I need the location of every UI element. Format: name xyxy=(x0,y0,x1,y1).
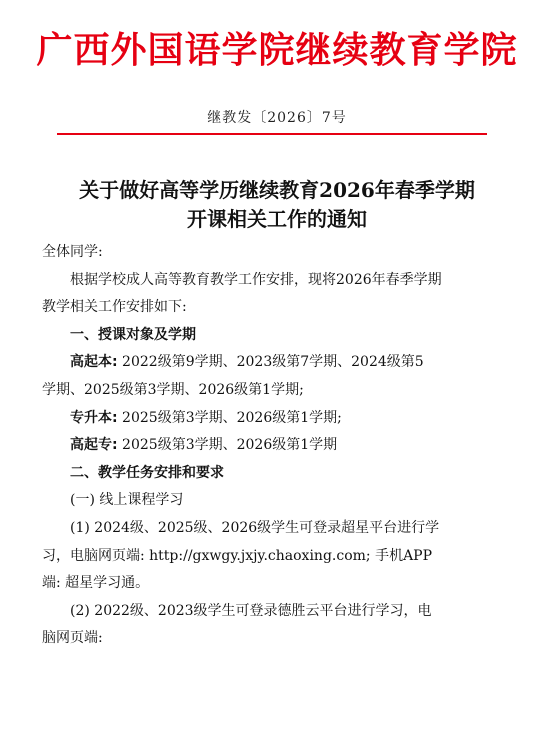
zsb-label: 专升本: xyxy=(70,409,118,426)
section-heading-2: 二、教学任务安排和要求 xyxy=(70,464,224,481)
item-2-line-2: 脑网页端: xyxy=(42,630,103,647)
gqb-line-2: 学期、2025级第3学期、2026级第1学期; xyxy=(42,381,304,398)
intro-line-2: 教学相关工作安排如下: xyxy=(42,299,187,316)
document-number: 继教发〔2026〕7号 xyxy=(207,110,347,126)
institution-header: 广西外国语学院继续教育学院 xyxy=(36,29,518,71)
gqz-line xyxy=(42,432,508,460)
notice-title-line-2: 开课相关工作的通知 xyxy=(187,207,367,231)
notice-title xyxy=(0,176,554,234)
gqz-text: 2025级第3学期、2026级第1学期 xyxy=(117,437,338,454)
item-1-line-3: 端: 超星学习通。 xyxy=(42,575,150,592)
item-1-line-1: (1) 2024级、2025级、2026级学生可登录超星平台进行学 xyxy=(70,519,440,536)
intro-line-1: 根据学校成人高等教育教学工作安排，现将2026年春季学期 xyxy=(70,271,442,288)
notice-title-line-1: 关于做好高等学历继续教育2026年春季学期 xyxy=(79,178,475,202)
item-2-line-1: (2) 2022级、2023级学生可登录德胜云平台进行学习，电 xyxy=(70,602,432,619)
item-1-line-2: 习，电脑网页端: http://gxwgy.jxjy.chaoxing.com; 手机APP xyxy=(42,547,433,564)
zsb-text: 2025级第3学期、2026级第1学期; xyxy=(117,409,342,426)
red-divider-line xyxy=(57,133,487,135)
subsection-online-learning: (一) 线上课程学习 xyxy=(70,492,184,509)
zsb-line xyxy=(42,405,508,433)
gqb-line-1 xyxy=(42,349,508,377)
gqb-text-1: 2022级第9学期、2023级第7学期、2024级第5 xyxy=(117,354,424,371)
salutation: 全体同学: xyxy=(42,244,103,260)
notice-body xyxy=(42,239,508,653)
gqz-label: 高起专: xyxy=(70,437,118,454)
section-heading-1: 一、授课对象及学期 xyxy=(70,326,196,343)
gqb-label: 高起本: xyxy=(70,354,118,371)
